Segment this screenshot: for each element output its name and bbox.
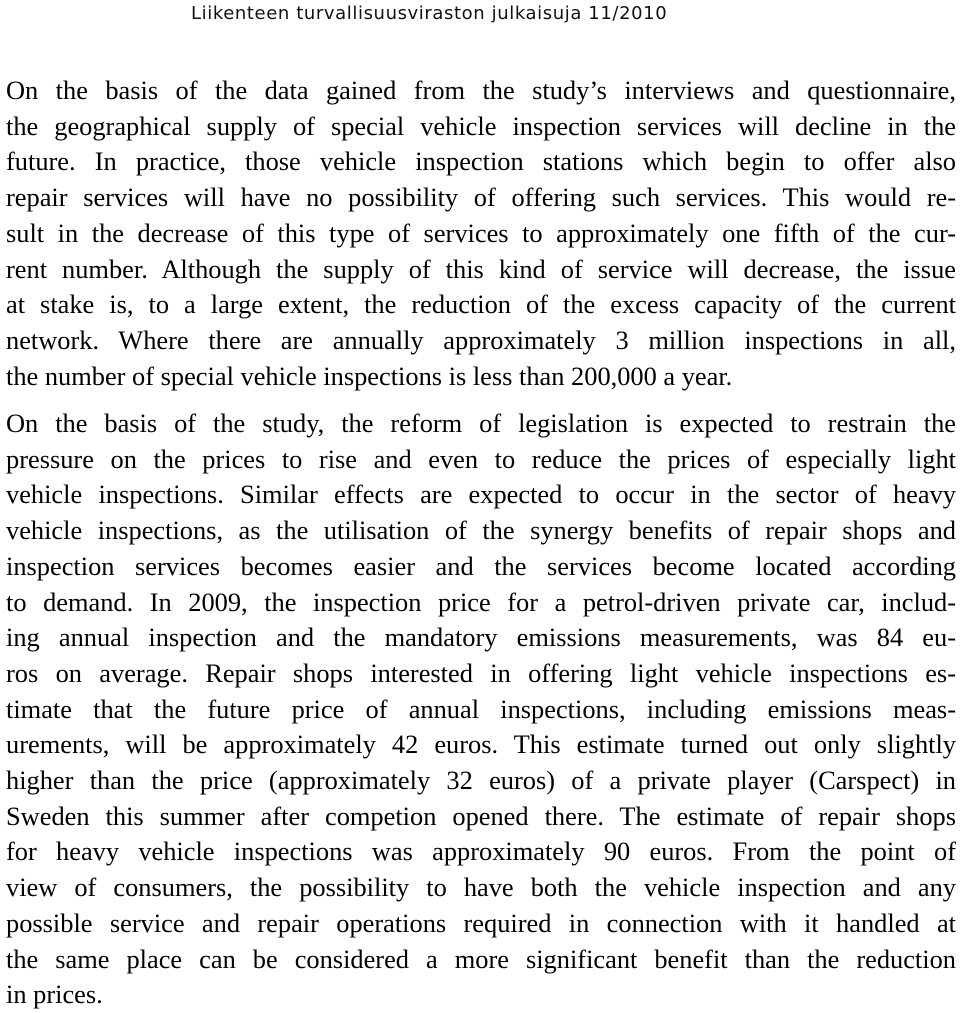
text-line: Sweden this summer after competion opened there. The estimate of repair shops [6,800,956,831]
text-line: pressure on the prices to rise and even to reduce the prices of especially light [6,443,956,474]
text-line: sult in the decrease of this type of services to approximately one fifth of the cur- [6,217,956,248]
text-line: repair services will have no possibility of offering such services. This would re- [6,182,956,213]
text-line: possible service and repair operations required in connection with it handled at [6,907,956,938]
text-line: the geographical supply of special vehicle inspection services will decline in the [6,110,956,141]
text-line: inspection services becomes easier and the services become located according [6,550,956,581]
text-line: the number of special vehicle inspections is less than 200,000 a year. [6,360,733,391]
text-line: On the basis of the study, the reform of legislation is expected to restrain the [6,408,956,438]
text-line: timate that the future price of annual inspections, including emissions meas- [6,693,956,724]
text-line: to demand. In 2009, the inspection price for a petrol-driven private car, includ- [6,586,956,617]
text-line: view of consumers, the possibility to have both the vehicle inspection and any [6,872,956,903]
text-line: network. Where there are annually approximately 3 million inspections in all, [6,324,956,355]
text-line: for heavy vehicle inspections was approximately 90 euros. From the point of [6,836,956,867]
page-header: Liikenteen turvallisuusviraston julkaisuja 11/2010 [191,3,668,24]
text-line: in prices. [6,979,103,1010]
paragraph-2 [6,406,956,1013]
text-line: ros on average. Repair shops interested in offering light vehicle inspections es- [6,657,956,688]
text-line: at stake is, to a large extent, the reduction of the excess capacity of the current [6,289,956,320]
text-line: ing annual inspection and the mandatory emissions measurements, was 84 eu- [6,622,956,653]
text-line: the same place can be considered a more significant benefit than the reduction [6,943,956,974]
text-line: higher than the price (approximately 32 euros) of a private player (Carspect) in [6,765,956,796]
text-line: urements, will be approximately 42 euros. This estimate turned out only slightly [6,729,956,760]
text-line: vehicle inspections, as the utilisation of the synergy benefits of repair shops and [6,515,956,546]
paragraph-1 [6,73,956,394]
text-line: rent number. Although the supply of this kind of service will decrease, the issue [6,253,956,284]
text-line: vehicle inspections. Similar effects are expected to occur in the sector of heavy [6,479,956,510]
text-line: future. In practice, those vehicle inspection stations which begin to offer also [6,146,956,177]
text-line: On the basis of the data gained from the study’s interviews and questionnaire, [6,75,956,105]
